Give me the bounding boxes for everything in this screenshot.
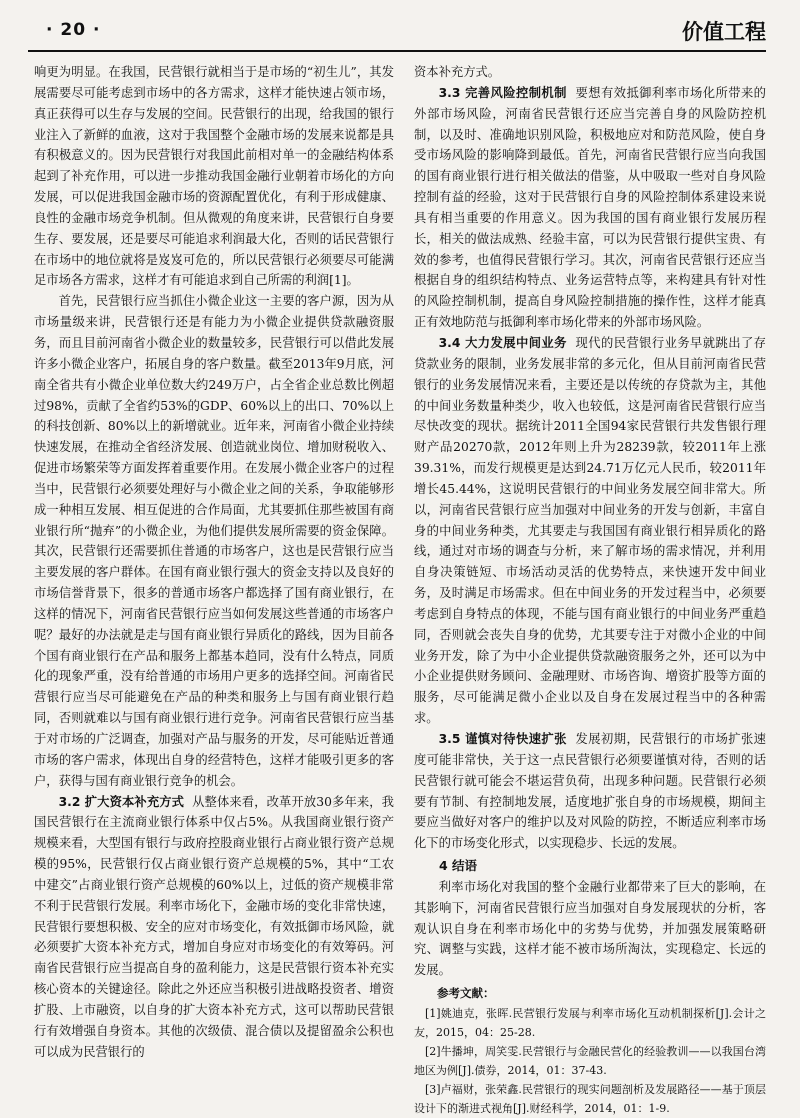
conclusion-heading: 4 结语 xyxy=(439,858,478,874)
journal-title: 价值工程 xyxy=(682,20,766,44)
reference-item: [3]卢福财，张荣鑫.民营银行的现实问题剖析及发展路径——基于顶层设计下的渐进式视角[J].财经科学，2014，01：1-9. xyxy=(414,1082,766,1115)
section-3-3 xyxy=(414,83,766,333)
reference-item: [1]姚迪克，张晖.民营银行发展与利率市场化互动机制探析[J].会计之友，2015，04：25-28. xyxy=(414,1006,766,1039)
paragraph: 响更为明显。在我国，民营银行就相当于是市场的“初生儿”，其发展需要尽可能考虑到市场中的各方需求，这样才能快速占领市场，真正获得可以生存与发展的空间。民营银行的出现，给我国的银行业注入了新鲜的血液，这对于我国整个金融市场的发展来说都是具有积极意义的。因为民营银行对我国此前相对单一的金融结构体系起到了补充作用，可以进一步推动我国金融行业朝着市场化的方向发展，可以促进我国金融市场的资源配置优化，有利于形成健康、良性的金融市场竞争机制。但从微观的角度来讲，民营银行自身要生存、要发展，还是要尽可能追求利润最大化，否则的话民营银行在市场中的地位就将是岌岌可危的，所以民营银行必须要尽可能满足市场各方需求，这样才有可能追求到自己所需的利润[1]。 xyxy=(34,65,394,288)
section-body: 现代的民营银行业务早就跳出了存贷款业务的限制，业务发展非常的多元化，但从目前河南省民营银行的业务发展情况来看，主要还是以传统的存贷款为主，其他的中间业务数量种类少，收入也较低，这是河南省民营银行应当尽快改变的现状。据统计2011全国94家民营银行共发售银行理财产品20270款，2012年则上升为28239款，较2011年上涨39.31%，而发行规模更是达到24.71万亿元人民币，较2011年增长45.44%，这说明民营银行的中间业务发展空间非常大。所以，河南省民营银行应当加强对中间业务的开发与创新，丰富自身的中间业务种类，尤其要走与我国国有商业银行相异质化的路线，通过对市场的调查与分析，来了解市场的需求情况，并利用自身决策链短、市场活动灵活的优势特点，来快速开发中间业务，及时满足市场需求。但在中间业务的开发过程当中，必须要考虑到自身特点的体现，不能与国有商业银行的中间业务严重趋同，否则就会丧失自身的优势，尤其要专注于对微小企业的中间业务开发，除了为中小企业提供贷款融资服务之外，还可以为中小企业提供财务顾问、金融理财、市场咨询、增资扩股等方面的服务，尽可能满足微小企业以及自身在发展过程当中的各种需求。 xyxy=(414,335,766,726)
section-heading: 3.4 大力发展中间业务 xyxy=(438,335,567,350)
paragraph: 首先，民营银行应当抓住小微企业这一主要的客户源，因为从市场量级来讲，民营银行还是有能力为小微企业提供贷款融资服务，而且目前河南省小微企业的数量较多，民营银行可以借此发展许多小微企业客户，拓展自身的客户数量。截至2013年9月底，河南全省共有小微企业单位数大约249万户，占全省企业总数比例超过98%，贡献了全省约53%的GDP、60%以上的出口、70%以上的科技创新、80%以上的新增就业。近年来，河南省小微企业持续快速发展，在推动全省经济发展、创造就业岗位、增加财税收入、促进市场繁荣等方面发挥着重要作用。在发展小微企业客户的过程当中，民营银行必须要处理好与小微企业之间的关系，争取能够形成一种相互发展、相互促进的合作局面，尤其要抓住那些被国有商业银行所“抛弃”的小微企业，为他们提供发展所需要的资金保障。其次，民营银行还需要抓住普通的市场客户，这也是民营银行应当主要发展的客户群体。在国有商业银行强大的资金支持以及良好的市场信誉背景下，很多的普通市场客户都选择了国有商业银行，在这样的情况下，河南省民营银行应当如何发展这些普通的市场客户呢？最好的办法就是走与国有商业银行异质化的路线，因为目前各个国有商业银行在产品和服务上都基本趋同，没有什么特点，同质化的现象严重，没有给普通的市场用户更多的选择空间。河南省民营银行应当尽可能避免在产品的种类和服务上与国有商业银行趋同，否则就难以与国有商业银行进行竞争。河南省民营银行应当基于对市场的广泛调查，加强对产品与服务的开发，尽可能贴近普通市场的客户需求，体现出自身的经营特色，这样才能吸引更多的客户，获得与国有商业银行竞争的机会。 xyxy=(34,294,394,788)
references-heading: 参考文献： xyxy=(437,986,495,1001)
section-heading: 3.2 扩大资本补充方式 xyxy=(58,794,185,809)
header-rule xyxy=(28,50,766,52)
reference-item: [2]牛播坤，周笑雯.民营银行与金融民营化的经验教训——以我国台湾地区为例[J].债券，2014，01：37-43. xyxy=(414,1044,766,1077)
references-list xyxy=(414,1004,766,1118)
section-3-2 xyxy=(34,792,394,1063)
left-column xyxy=(34,62,394,1063)
right-column xyxy=(414,62,766,1118)
section-heading: 3.5 谨慎对待快速扩张 xyxy=(438,732,567,746)
section-body: 从整体来看，改革开放30多年来，我国民营银行在主流商业银行体系中仅占5%。从我国商业银行资产规模来看，大型国有银行与政府控股商业银行占商业银行资产总规模的95%，民营银行仅占商业银行资产总规模的5%，其中“工农中建交”占商业银行资产总规模的60%以上，过低的资产规模非常不利于民营银行发展。利率市场化下，金融市场的变化非常快速，民营银行要想积极、安全的应对市场变化，有效抵御市场风险，就必须要扩大资本补充方式，增加自身应对市场变化的有效筹码。河南省民营银行应当提高自身的盈利能力，这是民营银行资本补充实核心资本的关键途径。除此之外还应当积极引进战略投资者、增资扩股、上市融资，以自身的扩大资本补充方式，这可以帮助民营银行有效增强自身资本。其他的次级债、混合债以及提留盈余公积也可以成为民营银行的 xyxy=(34,794,394,1059)
section-body: 要想有效抵御利率市场化所带来的外部市场风险，河南省民营银行还应当完善自身的风险防控机制，以及时、准确地识别风险，积极地应对和防范风险，使自身受市场风险的影响降到最低。首先，河南省民营银行应当向我国的国有商业银行进行相关做法的借鉴，从中吸取一些对自身风险控制有益的经验，这对于民营银行自身的风险控制体系建设来说具有相当重要的作用意义。因为我国的国有商业银行发展历程长，相关的做法成熟、经验丰富，可以为民营银行提供宝贵、有效的参考，也值得民营银行学习。其次，河南省民营银行还应当根据自身的组织结构特点、业务运营特点等，来构建具有针对性的风险控制机制，提高自身风险控制措施的操作性，这样才能真正有效地防范与抵御利率市场化带来的外部市场风险。 xyxy=(414,85,766,330)
paragraph: 资本补充方式。 xyxy=(414,65,501,79)
section-3-5 xyxy=(414,729,766,854)
page-number: · 20 · xyxy=(46,20,101,40)
section-body: 发展初期，民营银行的市场扩张速度可能非常快，关于这一点民营银行必须要谨慎对待，否则的话民营银行就可能会不堪运营负荷，出现多种问题。民营银行必须要有节制、有控制地发展，适度地扩张自身的市场规模，期间主要应当做好对客户的维护以及对风险的防控，不断适应利率市场化下的市场变化形式，以实现稳步、长远的发展。 xyxy=(414,732,766,851)
section-3-4 xyxy=(414,333,766,729)
conclusion-body: 利率市场化对我国的整个金融行业都带来了巨大的影响，在其影响下，河南省民营银行应当加强对自身发展现状的分析，客观认识自身在利率市场化中的劣势与优势，并加强发展策略研究、调整与实践，这样才能不被市场所淘汰，实现稳定、长远的发展。 xyxy=(414,879,766,978)
page-header xyxy=(28,14,766,50)
section-heading: 3.3 完善风险控制机制 xyxy=(438,85,567,100)
